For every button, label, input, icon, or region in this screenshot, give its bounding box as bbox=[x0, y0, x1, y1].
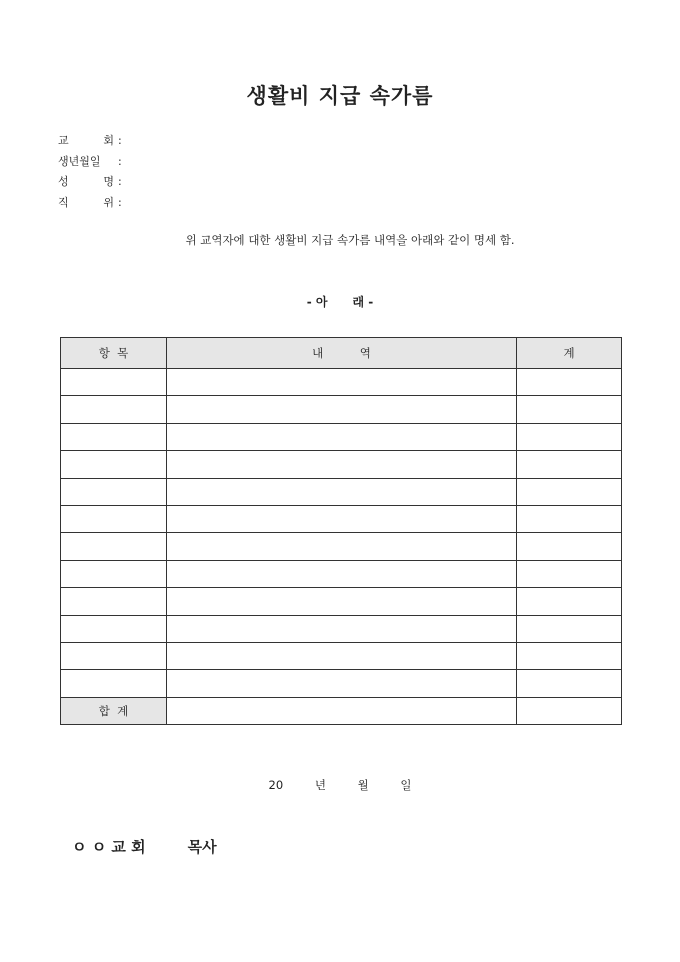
info-birthdate-label: 생년월일 bbox=[58, 154, 101, 168]
details-cell[interactable] bbox=[167, 533, 517, 560]
header-item: 항 목 bbox=[61, 338, 167, 369]
total-details-cell[interactable] bbox=[167, 697, 517, 724]
info-fields bbox=[58, 131, 122, 213]
details-cell[interactable] bbox=[167, 642, 517, 669]
pastor-title: 목사 bbox=[187, 838, 217, 856]
info-position-colon: : bbox=[118, 195, 122, 209]
table-header-row bbox=[61, 338, 622, 369]
table-row bbox=[61, 423, 622, 450]
item-cell[interactable] bbox=[61, 615, 167, 642]
header-details: 내 역 bbox=[167, 338, 517, 369]
details-cell[interactable] bbox=[167, 560, 517, 587]
table-row bbox=[61, 642, 622, 669]
date-month-unit: 월 bbox=[357, 778, 369, 792]
document-title: 생활비 지급 속가름 bbox=[246, 83, 434, 108]
item-cell[interactable] bbox=[61, 451, 167, 478]
info-name-colon: : bbox=[118, 175, 122, 188]
total-label: 합 계 bbox=[61, 697, 167, 724]
item-cell[interactable] bbox=[61, 396, 167, 423]
details-cell[interactable] bbox=[167, 423, 517, 450]
info-position-row bbox=[58, 193, 122, 214]
header-total: 계 bbox=[517, 338, 622, 369]
item-cell[interactable] bbox=[61, 423, 167, 450]
amount-cell[interactable] bbox=[517, 670, 622, 697]
amount-cell[interactable] bbox=[517, 396, 622, 423]
item-cell[interactable] bbox=[61, 670, 167, 697]
table-row bbox=[61, 615, 622, 642]
signature-block bbox=[72, 836, 217, 857]
item-cell[interactable] bbox=[61, 369, 167, 396]
amount-cell[interactable] bbox=[517, 423, 622, 450]
items-table bbox=[60, 337, 622, 725]
info-position-label: 직 위 bbox=[58, 195, 114, 209]
amount-cell[interactable] bbox=[517, 505, 622, 532]
details-cell[interactable] bbox=[167, 396, 517, 423]
info-church-label: 교 회 bbox=[58, 134, 114, 147]
total-row bbox=[61, 697, 622, 724]
table-row bbox=[61, 670, 622, 697]
item-cell[interactable] bbox=[61, 560, 167, 587]
amount-cell[interactable] bbox=[517, 560, 622, 587]
table-row bbox=[61, 588, 622, 615]
table-row bbox=[61, 396, 622, 423]
amount-cell[interactable] bbox=[517, 615, 622, 642]
details-cell[interactable] bbox=[167, 505, 517, 532]
info-name-row bbox=[58, 172, 122, 193]
info-birthdate-colon: : bbox=[118, 154, 122, 168]
details-cell[interactable] bbox=[167, 451, 517, 478]
details-cell[interactable] bbox=[167, 478, 517, 505]
amount-cell[interactable] bbox=[517, 478, 622, 505]
details-cell[interactable] bbox=[167, 588, 517, 615]
date-year-unit: 년 bbox=[314, 778, 326, 792]
info-church-row bbox=[58, 131, 122, 152]
statement-text: 위 교역자에 대한 생활비 지급 속가름 내역을 아래와 같이 명세 함. bbox=[185, 233, 515, 247]
date-line bbox=[0, 777, 680, 793]
item-cell[interactable] bbox=[61, 478, 167, 505]
info-name-label: 성 명 bbox=[58, 175, 114, 188]
amount-cell[interactable] bbox=[517, 642, 622, 669]
info-church-colon: : bbox=[118, 134, 122, 147]
item-cell[interactable] bbox=[61, 533, 167, 560]
amount-cell[interactable] bbox=[517, 533, 622, 560]
amount-cell[interactable] bbox=[517, 451, 622, 478]
total-amount-cell[interactable] bbox=[517, 697, 622, 724]
details-cell[interactable] bbox=[167, 615, 517, 642]
table-row bbox=[61, 505, 622, 532]
date-day-unit: 일 bbox=[400, 778, 412, 792]
amount-cell[interactable] bbox=[517, 369, 622, 396]
amount-cell[interactable] bbox=[517, 588, 622, 615]
item-cell[interactable] bbox=[61, 505, 167, 532]
table-row bbox=[61, 533, 622, 560]
table-row bbox=[61, 560, 622, 587]
table-row bbox=[61, 451, 622, 478]
table-row bbox=[61, 369, 622, 396]
church-name: ㅇ ㅇ 교 회 bbox=[72, 838, 146, 856]
item-cell[interactable] bbox=[61, 588, 167, 615]
subheading: - 아 래 - bbox=[306, 295, 374, 309]
info-birthdate-row bbox=[58, 152, 122, 173]
table-row bbox=[61, 478, 622, 505]
details-cell[interactable] bbox=[167, 670, 517, 697]
item-cell[interactable] bbox=[61, 642, 167, 669]
details-cell[interactable] bbox=[167, 369, 517, 396]
date-year: 20 bbox=[268, 778, 284, 792]
